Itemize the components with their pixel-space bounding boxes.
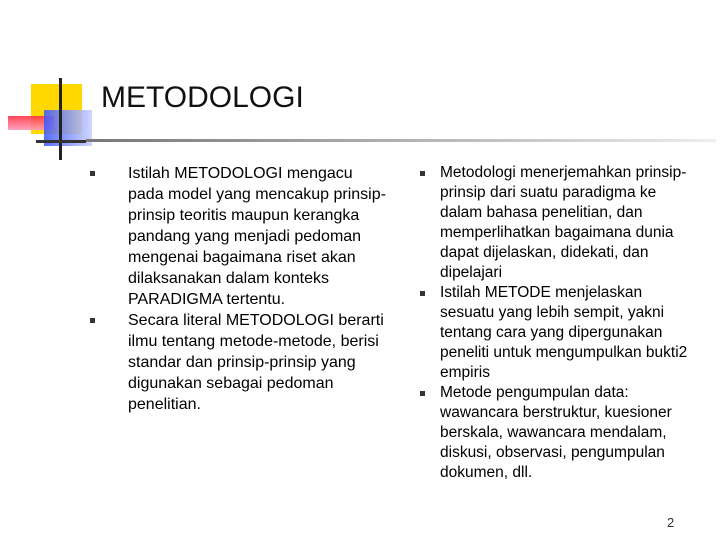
list-item: [400, 163, 700, 283]
square-bullet-icon: [420, 171, 425, 176]
list-item: [90, 310, 390, 415]
list-item-text: Istilah METODOLOGI mengacu pada model yang mencakup prinsip-prinsip teoritis maupun kerangka pandang yang menjadi pedoman mengenai bagaimana riset akan dilaksanakan dalam konteks PARADIGMA tertentu.: [128, 165, 386, 308]
list-item-text: Metode pengumpulan data: wawancara berstruktur, kuesioner berskala, wawancara mendalam, diskusi, observasi, pengumpulan dokumen, dll.: [440, 384, 672, 481]
title-underline: [86, 139, 716, 142]
decorative-horizontal-line: [36, 140, 86, 143]
left-column-list: [90, 163, 390, 415]
square-bullet-icon: [90, 171, 95, 176]
slide-title: METODOLOGI: [101, 81, 304, 114]
square-bullet-icon: [420, 391, 425, 396]
list-item: [400, 283, 700, 383]
list-item-text: Metodologi menerjemahkan prinsip-prinsip dari suatu paradigma ke dalam bahasa penelitian, dan memperlihatkan bagaimana dunia dapat dijelaskan, didekati, dan dipelajari: [440, 164, 687, 281]
list-item-text: Secara literal METODOLOGI berarti ilmu tentang metode-metode, berisi standar dan prinsip-prinsip yang digunakan sebagai pedoman penelitian.: [128, 312, 384, 413]
list-item: [90, 163, 390, 310]
list-item: [400, 383, 700, 483]
decorative-vertical-line: [59, 78, 62, 160]
list-item-text: Istilah METODE menjelaskan sesuatu yang lebih sempit, yakni tentang cara yang dipergunakan peneliti untuk mengumpulkan bukti2 empiris: [440, 284, 688, 381]
square-bullet-icon: [90, 318, 95, 323]
page-number: 2: [667, 515, 675, 530]
square-bullet-icon: [420, 291, 425, 296]
right-column-list: [400, 163, 700, 483]
